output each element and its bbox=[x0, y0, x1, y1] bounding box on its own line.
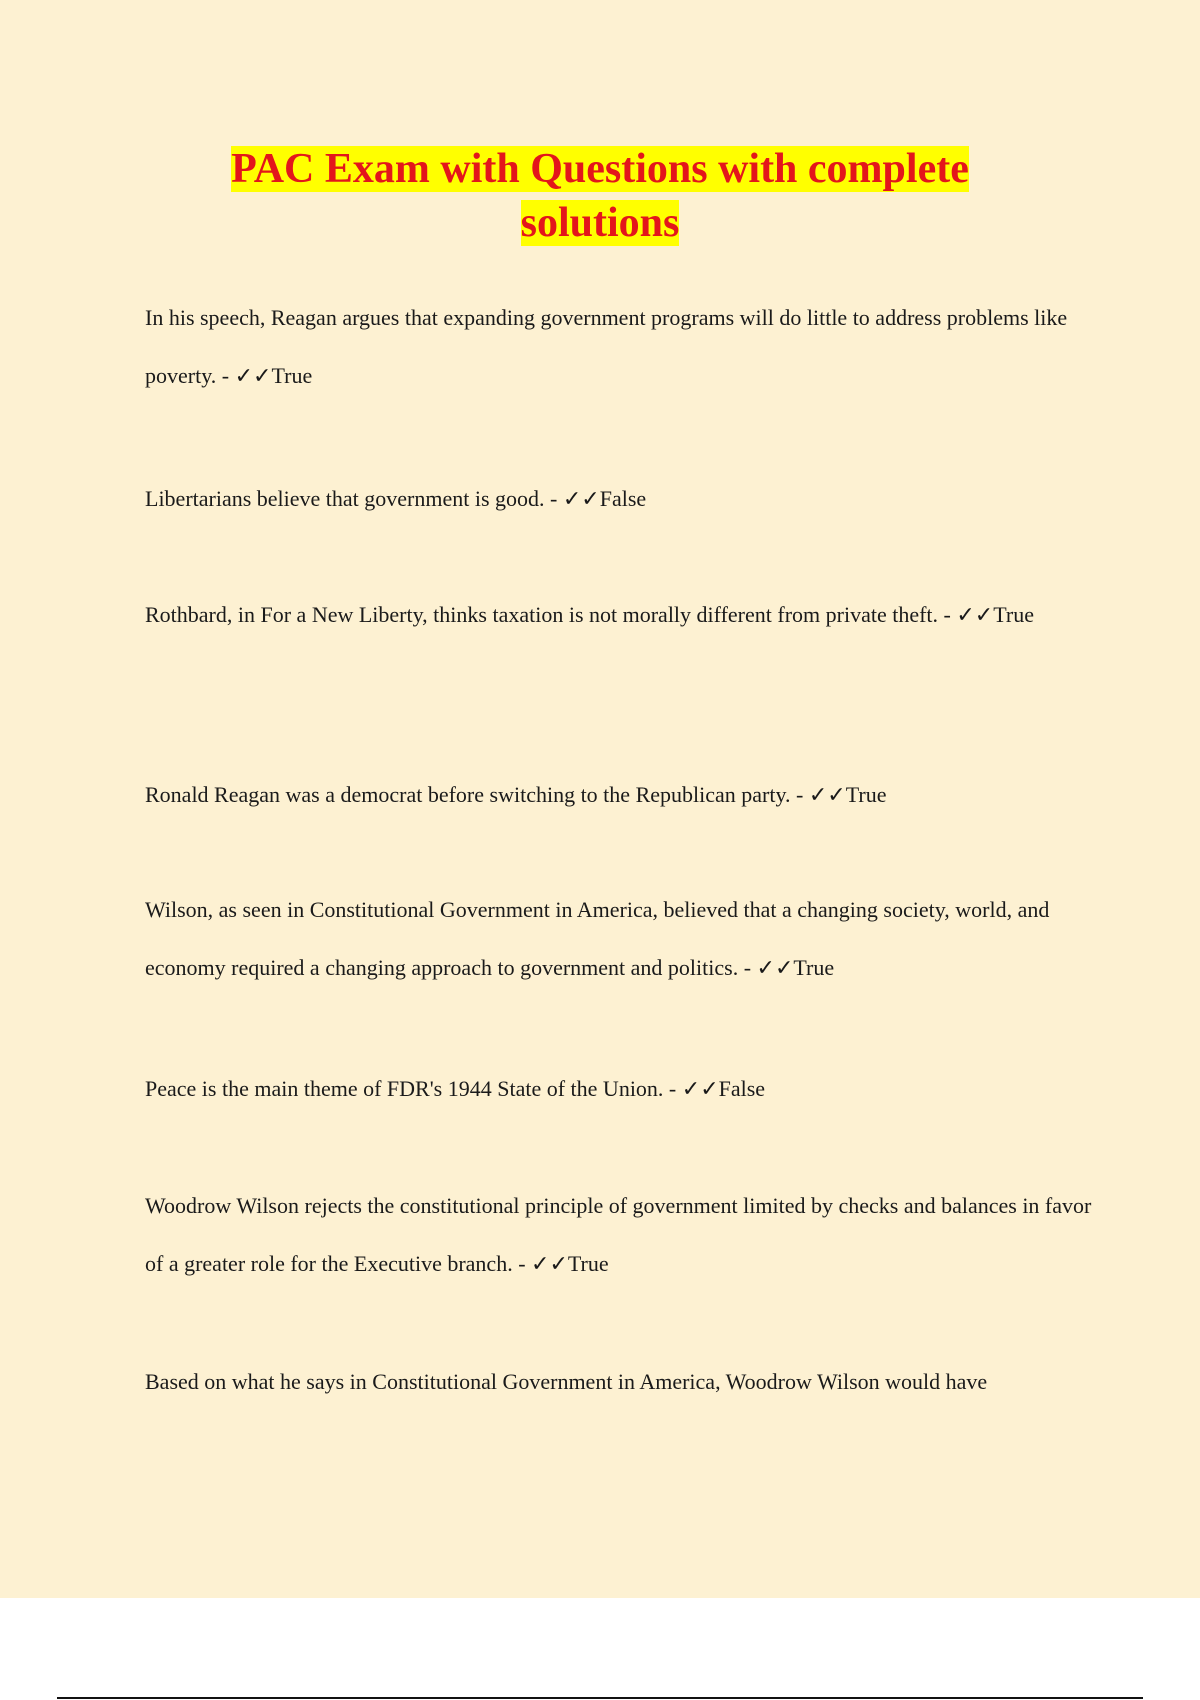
qa-item-2: Libertarians believe that government is good. - ✓✓False bbox=[145, 486, 647, 511]
qa-item-3: Rothbard, in For a New Liberty, thinks taxation is not morally different from private theft. - ✓✓True bbox=[145, 602, 1034, 627]
title-block bbox=[0, 142, 1200, 250]
document-title: PAC Exam with Questions with complete solutions bbox=[231, 146, 969, 246]
qa-item-1: In his speech, Reagan argues that expanding government programs will do little to address problems like poverty. - ✓✓True bbox=[145, 305, 1068, 388]
qa-item-5: Wilson, as seen in Constitutional Government in America, believed that a changing society, world, and economy required a changing approach to government and politics. - ✓✓True bbox=[145, 897, 1050, 980]
qa-item-4: Ronald Reagan was a democrat before switching to the Republican party. - ✓✓True bbox=[145, 782, 887, 807]
qa-item-7: Woodrow Wilson rejects the constitutional principle of government limited by checks and balances in favor of a greater role for the Executive branch. - ✓✓True bbox=[145, 1193, 1092, 1276]
qa-item-6: Peace is the main theme of FDR's 1944 State of the Union. - ✓✓False bbox=[145, 1076, 766, 1101]
footer-divider bbox=[57, 1697, 1143, 1699]
qa-item-8: Based on what he says in Constitutional Government in America, Woodrow Wilson would have bbox=[145, 1369, 988, 1394]
